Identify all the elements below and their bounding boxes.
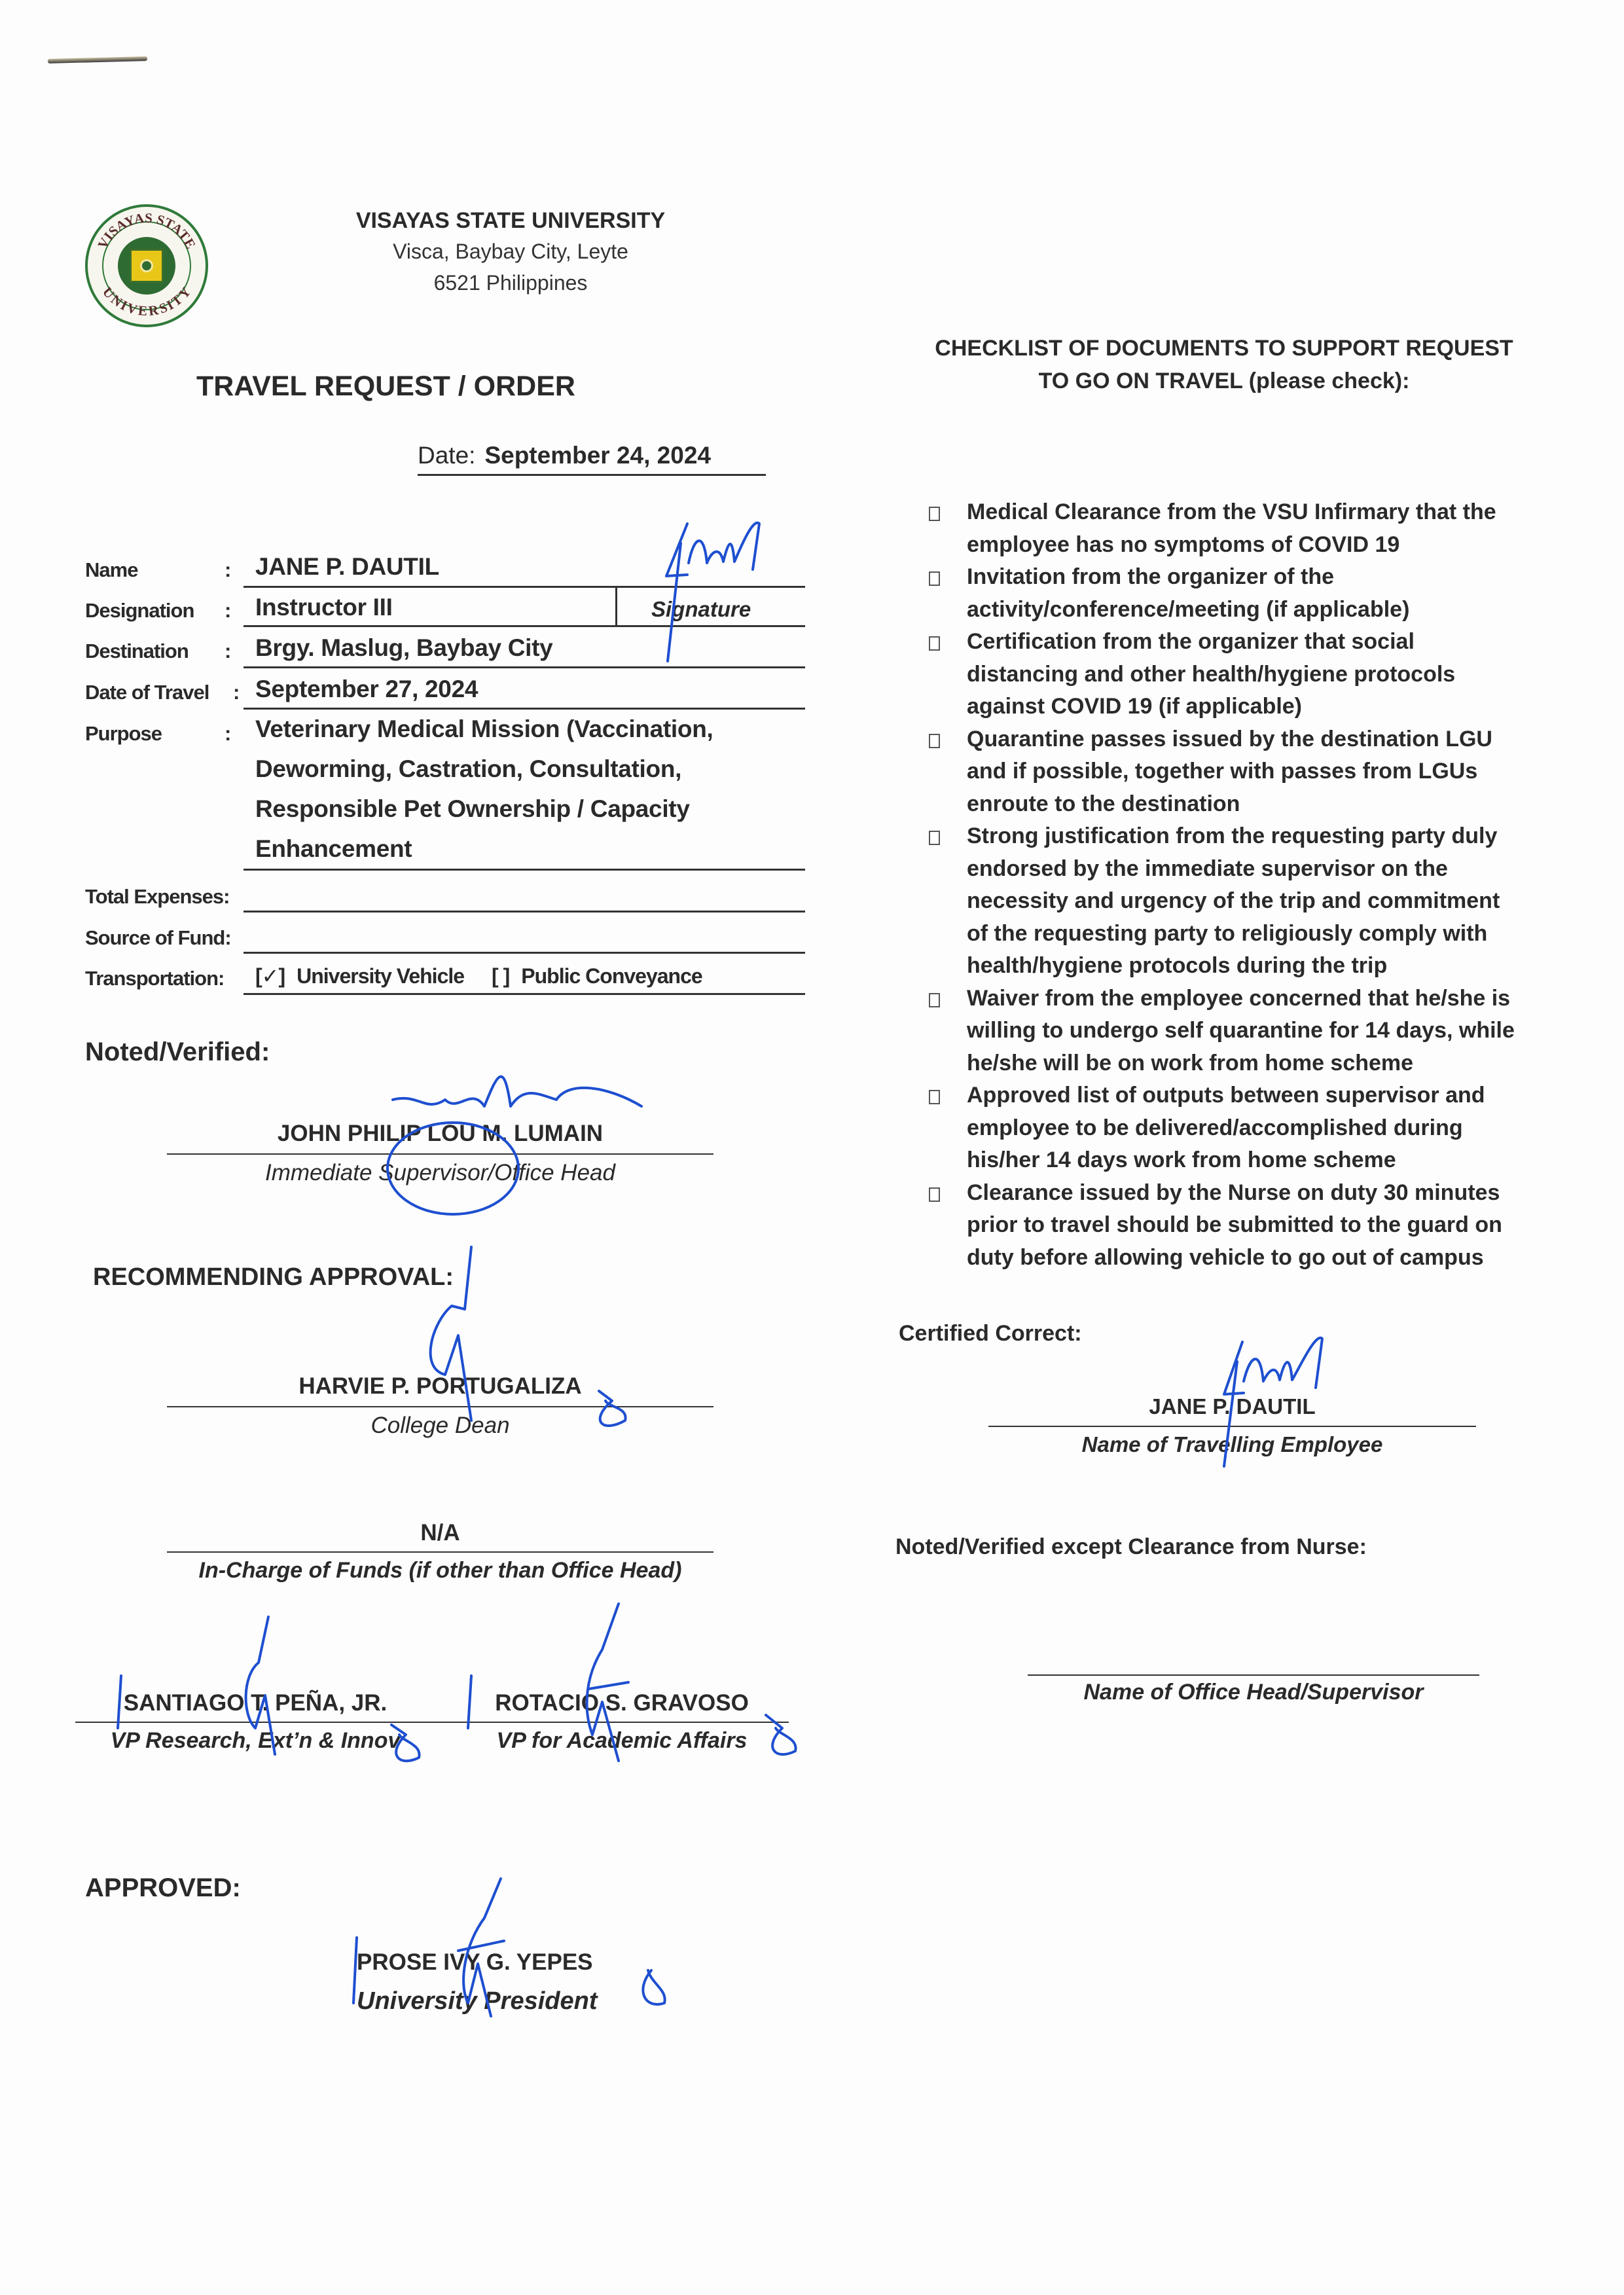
colon: : xyxy=(225,558,232,581)
travelling-employee-name: JANE P. DAUTIL xyxy=(1149,1394,1316,1419)
signature-label: Signature xyxy=(651,597,751,621)
president-name: PROSE IVY G. YEPES xyxy=(357,1949,593,1975)
noted-verified-heading: Noted/Verified: xyxy=(85,1038,270,1066)
date-of-travel-value[interactable]: September 27, 2024 xyxy=(255,676,478,702)
vp-research-role: VP Research, Ext’n & Innov xyxy=(110,1728,401,1753)
checklist-title: CHECKLIST OF DOCUMENTS TO SUPPORT REQUEST xyxy=(935,336,1513,361)
checkbox[interactable] xyxy=(929,993,940,1007)
public-conveyance-checkbox[interactable]: [ ] xyxy=(492,964,510,988)
total-expenses-underline xyxy=(244,911,805,913)
funds-incharge-role: In-Charge of Funds (if other than Office Head) xyxy=(198,1558,682,1583)
svg-text:VISAYAS STATE: VISAYAS STATE xyxy=(94,209,199,252)
checklist-item: Strong justification from the requesting party duly endorsed by the immediate supervisor on the necessity and urgency of the trip and commitment of the requesting party to religiously comply with health/hygiene protocols during the trip xyxy=(926,820,1555,983)
checklist-item: Medical Clearance from the VSU Infirmary that the employee has no symptoms of COVID 19 xyxy=(926,496,1555,561)
source-of-fund-label: Source of Fund: xyxy=(85,926,231,949)
checkbox[interactable] xyxy=(929,571,940,586)
transportation-label: Transportation: xyxy=(85,967,225,990)
public-conveyance-label: Public Conveyance xyxy=(521,964,702,988)
designation-label: Designation xyxy=(85,599,194,622)
purpose-line[interactable]: Veterinary Medical Mission (Vaccination, xyxy=(255,715,713,742)
travelling-employee-role: Name of Travelling Employee xyxy=(1081,1432,1383,1456)
university-seal-logo xyxy=(85,204,208,327)
supervisor-name: JOHN PHILIP LOU M. LUMAIN xyxy=(277,1121,604,1146)
checklist-item: Waiver from the employee concerned that he/she is willing to undergo self quarantine for 14 days, while he/she will be on work from home scheme xyxy=(926,983,1555,1080)
date-underline xyxy=(418,474,766,476)
purpose-underline xyxy=(244,869,805,871)
checklist-item: Clearance issued by the Nurse on duty 30 minutes prior to travel should be submitted to the guard on duty before allowing vehicle to go out of campus xyxy=(926,1177,1555,1274)
nurse-verification-heading: Noted/Verified except Clearance from Nurse: xyxy=(895,1534,1367,1559)
total-expenses-label: Total Expenses: xyxy=(85,885,230,908)
colon: : xyxy=(225,599,232,622)
recommending-approval-heading: RECOMMENDING APPROVAL: xyxy=(93,1263,454,1291)
university-vehicle-checkbox[interactable]: [✓] xyxy=(255,964,285,988)
checklist-subtitle: TO GO ON TRAVEL (please check): xyxy=(1038,369,1410,393)
seal-ring-text xyxy=(88,207,206,325)
purpose-line[interactable]: Enhancement xyxy=(255,835,412,862)
designation-value[interactable]: Instructor III xyxy=(255,594,393,621)
source-of-fund-underline xyxy=(244,952,805,954)
funds-signature-line xyxy=(167,1551,713,1553)
name-value[interactable]: JANE P. DAUTIL xyxy=(255,553,439,580)
university-name: VISAYAS STATE UNIVERSITY xyxy=(355,208,666,233)
name-label: Name xyxy=(85,558,138,581)
dean-signature-line xyxy=(167,1406,713,1407)
checkbox[interactable] xyxy=(929,734,940,748)
document-checklist xyxy=(926,496,1555,1274)
purpose-line[interactable]: Deworming, Castration, Consultation, xyxy=(255,755,682,782)
purpose-label: Purpose xyxy=(85,722,162,745)
dean-name: HARVIE P. PORTUGALIZA xyxy=(298,1373,582,1399)
vp-academic-role: VP for Academic Affairs xyxy=(496,1728,748,1753)
checklist-item: Invitation from the organizer of the activity/conference/meeting (if applicable) xyxy=(926,561,1555,626)
svg-text:UNIVERSITY: UNIVERSITY xyxy=(99,283,194,319)
university-vehicle-label: University Vehicle xyxy=(297,964,465,988)
certified-correct-heading: Certified Correct: xyxy=(899,1321,1082,1346)
checklist-item: Certification from the organizer that social distancing and other health/hygiene protocols against COVID 19 (if applicable) xyxy=(926,626,1555,723)
checkbox[interactable] xyxy=(929,1090,940,1104)
date-value: September 24, 2024 xyxy=(484,442,711,469)
date-of-travel-underline xyxy=(244,708,805,710)
checklist-item: Approved list of outputs between supervisor and employee to be delivered/accomplished during his/her 14 days work from home scheme xyxy=(926,1079,1555,1177)
checkbox[interactable] xyxy=(929,636,940,651)
colon: : xyxy=(225,640,232,662)
colon: : xyxy=(225,722,232,745)
supervisor-role: Immediate Supervisor/Office Head xyxy=(265,1160,615,1185)
checkbox[interactable] xyxy=(929,1187,940,1202)
checklist-item: Quarantine passes issued by the destination LGU and if possible, together with passes from LGUs enroute to the destination xyxy=(926,723,1555,821)
destination-underline xyxy=(244,666,805,668)
destination-label: Destination xyxy=(85,640,189,662)
transportation-options xyxy=(255,964,714,988)
colon: : xyxy=(233,681,240,704)
staple-mark xyxy=(48,56,147,63)
name-underline xyxy=(244,586,805,588)
designation-underline xyxy=(244,625,805,627)
university-address: Visca, Baybay City, Leyte xyxy=(393,240,628,263)
supervisor-signature-line xyxy=(167,1153,713,1155)
date-label: Date: xyxy=(418,442,476,469)
transportation-underline xyxy=(244,993,805,995)
dean-role: College Dean xyxy=(370,1413,510,1438)
office-head-signature-line[interactable] xyxy=(1028,1674,1479,1676)
approved-heading: APPROVED: xyxy=(85,1873,241,1902)
vp-research-name: SANTIAGO T. PEÑA, JR. xyxy=(123,1690,388,1716)
signature-divider xyxy=(615,586,617,626)
document-title: TRAVEL REQUEST / ORDER xyxy=(196,370,575,402)
office-head-role: Name of Office Head/Supervisor xyxy=(1083,1680,1424,1705)
travelling-employee-signature-line xyxy=(988,1426,1476,1427)
university-postal: 6521 Philippines xyxy=(433,271,588,295)
destination-value[interactable]: Brgy. Maslug, Baybay City xyxy=(255,634,553,661)
vp-signature-line xyxy=(75,1722,789,1723)
checkbox[interactable] xyxy=(929,831,940,845)
requester-signature-ink xyxy=(666,523,759,661)
purpose-line[interactable]: Responsible Pet Ownership / Capacity xyxy=(255,795,690,822)
checkbox[interactable] xyxy=(929,507,940,521)
date-of-travel-label: Date of Travel xyxy=(85,681,209,704)
president-role: University President xyxy=(357,1987,598,2015)
funds-incharge-name: N/A xyxy=(420,1520,460,1545)
date-field xyxy=(418,442,766,469)
vp-academic-name: ROTACIO S. GRAVOSO xyxy=(495,1690,749,1716)
